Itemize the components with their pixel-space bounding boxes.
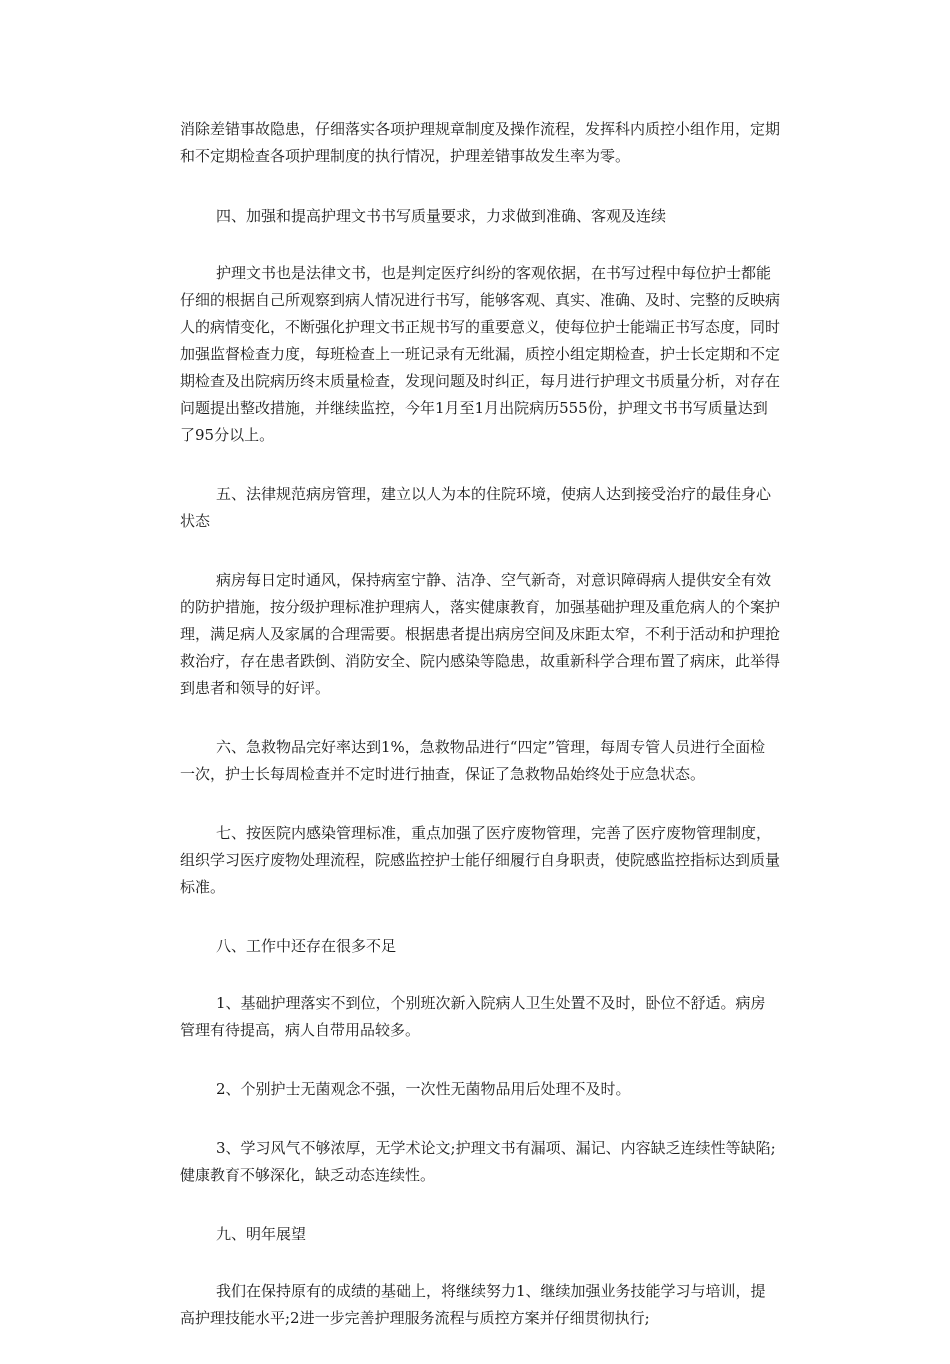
section-heading-5: 五、法律规范病房管理，建立以人为本的住院环境，使病人达到接受治疗的最佳身心状态 — [180, 485, 772, 530]
paragraph-continuation: 消除差错事故隐患，仔细落实各项护理规章制度及操作流程，发挥科内质控小组作用，定期和不定期检查各项护理制度的执行情况，护理差错事故发生率为零。 — [180, 120, 781, 165]
section-heading-8: 八、工作中还存在很多不足 — [216, 937, 397, 955]
paragraph-infection-control: 七、按医院内感染管理标准，重点加强了医疗废物管理，完善了医疗废物管理制度，组织学习医疗废物处理流程，院感监控护士能仔细履行自身职责，使院感监控指标达到质量标准。 — [180, 824, 781, 896]
section-heading-9: 九、明年展望 — [216, 1225, 307, 1243]
section-heading-4: 四、加强和提高护理文书书写质量要求，力求做到准确、客观及连续 — [216, 207, 667, 225]
document-body — [180, 116, 780, 1364]
paragraph-outlook: 我们在保持原有的成绩的基础上，将继续努力1、继续加强业务技能学习与培训，提高护理技能水平;2进一步完善护理服务流程与质控方案并仔细贯彻执行; — [180, 1282, 766, 1327]
paragraph-ward-management: 病房每日定时通风，保持病室宁静、洁净、空气新奇，对意识障碍病人提供安全有效的防护措施，按分级护理标准护理病人，落实健康教育，加强基础护理及重危病人的个案护理，满足病人及家属的合理需要。根据患者提出病房空间及床距太窄，不利于活动和护理抢救治疗，存在患者跌倒、消防安全、院内感染等隐患，故重新科学合理布置了病床，此举得到患者和领导的好评。 — [180, 571, 781, 697]
list-item-shortcoming-2: 2、个别护士无菌观念不强，一次性无菌物品用后处理不及时。 — [216, 1080, 631, 1098]
paragraph-nursing-documents: 护理文书也是法律文书，也是判定医疗纠纷的客观依据，在书写过程中每位护士都能仔细的根据自己所观察到病人情况进行书写，能够客观、真实、准确、及时、完整的反映病人的病情变化，不断强化护理文书正规书写的重要意义，使每位护士能端正书写态度，同时加强监督检查力度，每班检查上一班记录有无纰漏，质控小组定期检查，护士长定期和不定期检查及出院病历终末质量检查，发现问题及时纠正，每月进行护理文书质量分析，对存在问题提出整改措施，并继续监控，今年1月至1月出院病历555份，护理文书书写质量达到了95分以上。 — [180, 264, 781, 444]
paragraph-emergency-supplies: 六、急救物品完好率达到1%，急救物品进行“四定”管理，每周专管人员进行全面检一次，护士长每周检查并不定时进行抽查，保证了急救物品始终处于应急状态。 — [180, 738, 766, 783]
list-item-shortcoming-1: 1、基础护理落实不到位，个别班次新入院病人卫生处置不及时，卧位不舒适。病房管理有待提高，病人自带用品较多。 — [180, 994, 766, 1039]
list-item-shortcoming-3: 3、学习风气不够浓厚，无学术论文;护理文书有漏项、漏记、内容缺乏连续性等缺陷;健康教育不够深化，缺乏动态连续性。 — [180, 1139, 776, 1184]
